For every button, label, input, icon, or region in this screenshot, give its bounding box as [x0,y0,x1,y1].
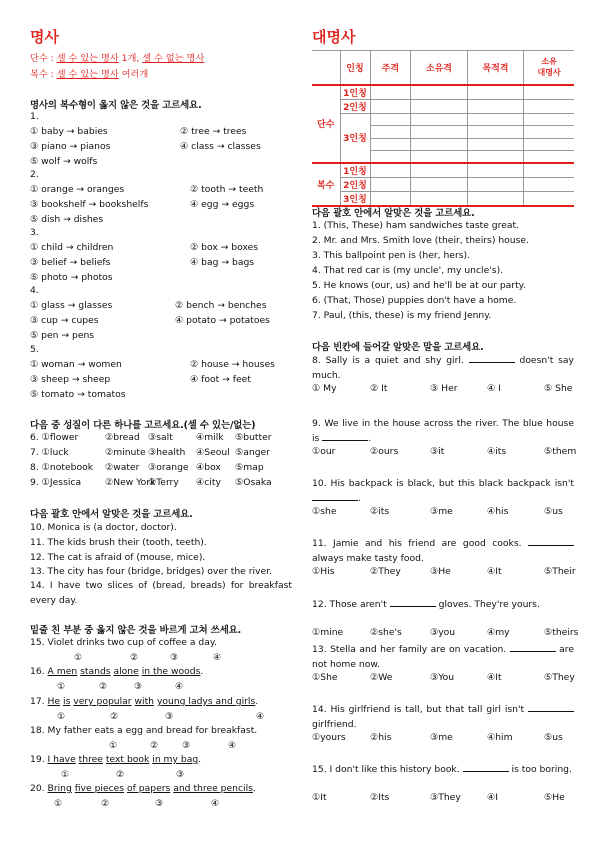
blank-option[interactable]: ③You [430,672,455,683]
marker-15-1: ① [74,653,83,663]
countable-question-first-option[interactable]: 6. ①flower [30,432,79,443]
countable-option[interactable]: ⑤anger [235,447,270,458]
pronoun-table [312,50,574,207]
countable-option[interactable]: ⑤map [235,462,264,473]
blank-option[interactable]: ⑤He [544,792,565,803]
plural-question-number: 1. [30,111,39,122]
blank-question-11: 11. Jamie and his friend are good cooks. always make tasty food. [312,536,574,566]
plural-option[interactable]: ⑤ pen → pens [30,330,95,341]
marker-18-1: ① [109,741,118,751]
answer-blank[interactable] [312,492,358,501]
question-11: 11. The kids brush their (tooth, teeth). [30,537,207,548]
blank-question-10: 10. His backpack is black, but this black backpack isn't . [312,478,574,504]
countable-option[interactable]: ⑤Osaka [235,477,272,488]
blank-option[interactable]: ④It [487,672,502,683]
marker-15-4: ④ [213,653,222,663]
plural-option[interactable]: ② house → houses [190,359,275,370]
blank-question-13: 13. Stella and her family are on vacation. are not home now. [312,644,575,670]
section-countable-heading: 다음 중 성질이 다른 하나를 고르세요.(셀 수 있는/없는) [30,420,256,431]
countable-option[interactable]: ⑤butter [235,432,272,443]
plural-first-person: 1인칭 [340,163,370,178]
countable-question-first-option[interactable]: 8. ①notebook [30,462,94,473]
blank-option[interactable]: ①She [312,672,338,683]
blank-option[interactable]: ④It [487,566,502,577]
countable-question-first-option[interactable]: 7. ①luck [30,447,69,458]
blank-option[interactable]: ③They [430,792,461,803]
plural-option[interactable]: ③ bookshelf → bookshelfs [30,199,149,210]
blank-option[interactable]: ⑤us [544,732,563,743]
table-corner [312,51,340,85]
question-13: 13. The city has four (bridge, bridges) over the river. [30,566,272,577]
question-12: 12. The cat is afraid of (mouse, mice). [30,552,206,563]
plural-option[interactable]: ② bench → benches [175,300,267,311]
marker-15-3: ③ [170,653,179,663]
marker-20-1: ① [54,799,63,809]
header-subjective: 주격 [370,51,411,85]
pronoun-question-1: 1. (This, These) ham sandwiches taste great. [312,220,520,231]
section-bracket-heading: 다음 괄호 안에서 알맞은 것을 고르세요. [30,509,193,520]
plural-option[interactable]: ③ cup → cupes [30,315,99,326]
answer-blank[interactable] [322,432,368,441]
blank-option[interactable]: ②its [370,506,390,517]
plural-option[interactable]: ② tooth → teeth [190,184,264,195]
blank-option[interactable]: ③me [430,732,453,743]
blank-question-8: 8. Sally is a quiet and shy girl. doesn't say much. [312,355,574,381]
blank-option[interactable]: ④him [487,732,513,743]
section-blank-heading: 다음 빈칸에 들어갈 알맞은 말을 고르세요. [312,342,484,353]
plural-option[interactable]: ④ class → classes [180,141,261,152]
countable-option[interactable]: ③orange [148,462,189,473]
blank-question-14: 14. His girlfriend is tall, but that tall girl isn't girlfriend. [312,702,574,732]
header-person: 인칭 [340,51,370,85]
section-plural-heading: 명사의 복수형이 옳지 않은 것을 고르세요. [30,100,202,111]
blank-option[interactable]: ①yours [312,732,346,743]
pronoun-title: 대명사 [312,28,356,46]
blank-question-12: 12. Those aren't gloves. They're yours. [312,599,540,610]
pronoun-question-4: 4. That red car is (my uncle', my uncle's). [312,265,504,276]
marker-17-4: ④ [256,712,265,722]
plural-option[interactable]: ④ foot → feet [190,374,251,385]
question-16: 16. A men stands alone in the woods. [30,666,204,677]
blank-option[interactable]: ②ours [370,446,399,457]
marker-19-2: ② [116,770,125,780]
marker-18-4: ④ [228,741,237,751]
section-correction-heading: 밑줄 친 부분 중 옳지 않은 것을 바르게 고쳐 쓰세요. [30,625,242,636]
blank-option[interactable]: ③it [430,446,445,457]
marker-16-1: ① [57,682,66,692]
blank-option[interactable]: ①It [312,792,327,803]
countable-option[interactable]: ④box [196,462,221,473]
blank-option[interactable]: ④his [487,506,509,517]
pronoun-question-6: 6. (That, Those) puppies don't have a home. [312,295,517,306]
plural-option[interactable]: ⑤ dish → dishes [30,214,104,225]
question-17: 17. He is very popular with young ladys and girls. [30,696,259,707]
plural-question-number: 3. [30,227,39,238]
question-14: 14. I have two slices of (bread, breads) for breakfast every day. [30,580,292,606]
blank-option[interactable]: ⑤Their [544,566,576,577]
blank-option[interactable]: ①mine [312,627,344,638]
blank-option[interactable]: ③you [430,627,456,638]
marker-19-3: ③ [176,770,185,780]
plural-option[interactable]: ④ egg → eggs [190,199,255,210]
plural-option[interactable]: ② box → boxes [190,242,259,253]
pronoun-question-2: 2. Mr. and Mrs. Smith love (their, theirs) house. [312,235,529,246]
plural-option[interactable]: ① child → children [30,242,114,253]
plural-option[interactable]: ① woman → women [30,359,122,370]
noun-title: 명사 [30,28,59,46]
countable-option[interactable]: ④milk [196,432,224,443]
plural-question-number: 2. [30,169,39,180]
answer-blank[interactable] [463,763,509,772]
plural-third-person: 3인칭 [340,192,370,207]
blank-question-15: 15. I don't like this history book. is too boring. [312,764,572,775]
countable-option[interactable]: ②bread [105,432,140,443]
countable-option[interactable]: ③health [148,447,186,458]
header-possessive: 소유격 [411,51,468,85]
blank-option[interactable]: ② It [370,383,388,394]
blank-option[interactable]: ②she's [370,627,402,638]
plural-option[interactable]: ③ belief → beliefs [30,257,111,268]
answer-blank[interactable] [528,703,574,712]
blank-option[interactable]: ③ Her [430,383,458,394]
blank-option[interactable]: ②his [370,732,392,743]
marker-18-3: ③ [182,741,191,751]
marker-17-3: ③ [165,712,174,722]
blank-option[interactable]: ⑤them [544,446,577,457]
plural-option[interactable]: ① glass → glasses [30,300,113,311]
singular-second-person: 2인칭 [340,99,370,113]
blank-option[interactable]: ②Its [370,792,390,803]
countable-option[interactable]: ④Seoul [196,447,230,458]
answer-blank[interactable] [510,643,556,652]
header-objective: 목적격 [467,51,524,85]
blank-question-9: 9. We live in the house across the river. The blue house is . [312,418,574,444]
plural-option[interactable]: ③ piano → pianos [30,141,111,152]
plural-option[interactable]: ⑤ wolf → wolfs [30,156,98,167]
plural-option[interactable]: ⑤ photo → photos [30,272,113,283]
plural-option[interactable]: ① baby → babies [30,126,108,137]
blank-option[interactable]: ⑤theirs [544,627,579,638]
plural-question-number: 4. [30,285,39,296]
singular-third-person: 3인칭 [340,113,370,163]
question-19: 19. I have three text book in my bag. [30,754,202,765]
blank-option[interactable]: ③me [430,506,453,517]
question-15: 15. Violet drinks two cup of coffee a day. [30,637,217,648]
pronoun-question-3: 3. This ballpoint pen is (her, hers). [312,250,471,261]
plural-option[interactable]: ④ bag → bags [190,257,255,268]
singular-first-person: 1인칭 [340,85,370,100]
blank-option[interactable]: ①His [312,566,335,577]
plural-definition: 복수 : 셀 수 있는 명사 여러개 [30,69,149,80]
blank-option[interactable]: ⑤They [544,672,575,683]
group-singular: 단수 [312,85,340,164]
answer-blank[interactable] [528,537,574,546]
blank-option[interactable]: ①our [312,446,336,457]
header-possessive-pronoun: 소유 대명사 [524,51,574,85]
plural-option[interactable]: ③ sheep → sheep [30,374,111,385]
blank-option[interactable]: ④its [487,446,507,457]
question-18: 18. My father eats a egg and bread for breakfast. [30,725,258,736]
blank-option[interactable]: ④my [487,627,510,638]
question-10: 10. Monica is (a doctor, doctor). [30,522,177,533]
answer-blank[interactable] [469,354,515,363]
singular-definition: 단수 : 셀 수 있는 명사 1개, 셀 수 없는 명사 [30,53,205,64]
countable-option[interactable]: ②New York [105,477,156,488]
blank-option[interactable]: ②We [370,672,393,683]
marker-20-2: ② [101,799,110,809]
marker-16-3: ③ [134,682,143,692]
blank-option[interactable]: ⑤us [544,506,563,517]
blank-option[interactable]: ④I [487,792,498,803]
marker-16-4: ④ [175,682,184,692]
plural-option[interactable]: ① orange → oranges [30,184,125,195]
plural-option[interactable]: ⑤ tomato → tomatos [30,389,126,400]
countable-option[interactable]: ③salt [148,432,173,443]
countable-option[interactable]: ④city [196,477,221,488]
marker-20-4: ④ [211,799,220,809]
plural-option[interactable]: ② tree → trees [180,126,247,137]
blank-option[interactable]: ① My [312,383,337,394]
pronoun-question-5: 5. He knows (our, us) and he'll be at our party. [312,280,526,291]
group-plural: 복수 [312,163,340,206]
countable-option[interactable]: ②minute [105,447,146,458]
blank-option[interactable]: ①she [312,506,337,517]
marker-20-3: ③ [155,799,164,809]
blank-option[interactable]: ④ I [487,383,501,394]
plural-question-number: 5. [30,344,39,355]
pronoun-question-7: 7. Paul, (this, these) is my friend Jenny. [312,310,492,321]
marker-17-2: ② [110,712,119,722]
marker-17-1: ① [57,712,66,722]
blank-option[interactable]: ③He [430,566,451,577]
blank-option[interactable]: ⑤ She [544,383,573,394]
section-pronoun-bracket-heading: 다음 괄호 안에서 알맞은 것을 고르세요. [312,208,475,219]
countable-option[interactable]: ②water [105,462,140,473]
countable-question-first-option[interactable]: 9. ①Jessica [30,477,82,488]
question-20: 20. Bring five pieces of papers and three pencils. [30,783,256,794]
countable-option[interactable]: ③Terry [148,477,179,488]
plural-second-person: 2인칭 [340,178,370,192]
answer-blank[interactable] [390,598,436,607]
marker-18-2: ② [150,741,159,751]
marker-16-2: ② [99,682,108,692]
marker-15-2: ② [130,653,139,663]
blank-option[interactable]: ②They [370,566,401,577]
marker-19-1: ① [61,770,70,780]
plural-option[interactable]: ④ potato → potatoes [175,315,270,326]
